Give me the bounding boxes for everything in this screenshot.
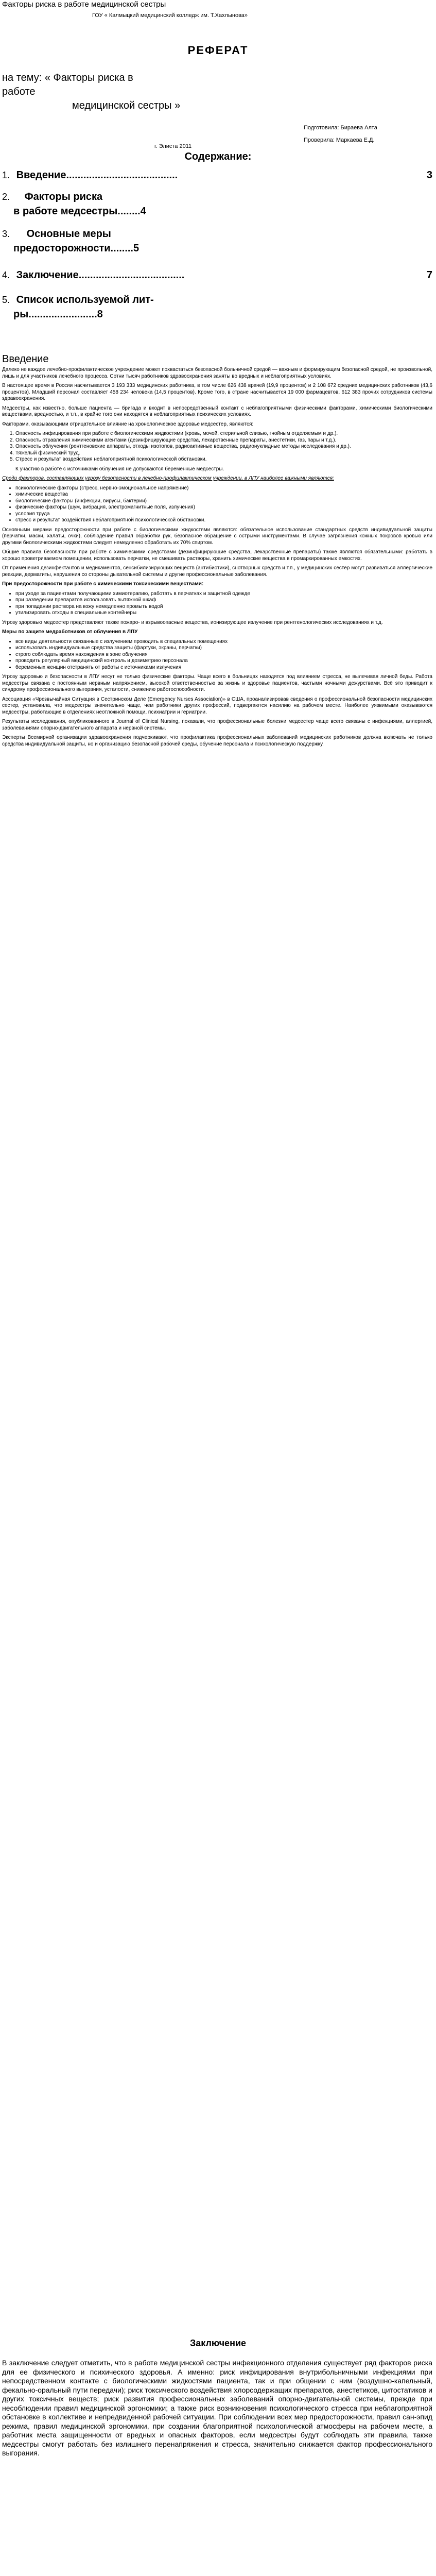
body-paragraph: Ассоциация «Чрезвычайная Ситуация в Сестринском Деле (Emergency Nurses Association)» в США, проанализировав сведения о профессиональной безопасности медицинских сестер, установила, что медсестры значительно чаще, чем работники других профессий, подвергаются насилию на рабочем месте. Наиболее уязвимыми оказываются медсестры, работающие в отделениях неотложной помощи, психиатрии и гериатрии. (2, 696, 432, 715)
intro-paragraph: К участию в работе с источниками облучения не допускаются беременные медсестры. (15, 466, 224, 472)
subheading: Меры по защите медработников от облучения в ЛПУ (2, 629, 138, 635)
list-item: • химические вещества (15, 492, 432, 498)
intro-heading: Введение (2, 353, 49, 365)
toc-number: 5. (2, 295, 10, 305)
list-item: 1. Опасность инфицирования при работе с биологическими жидкостями (кровь, мочой, стерильной слизью, гнойным отделяемым и др.). (15, 431, 432, 437)
theme-line-1: на тему: « Факторы риска в (2, 72, 133, 83)
signers-block (304, 122, 377, 146)
toc-title: Содержание: (184, 151, 252, 162)
list-item: 4. Тяжелый физический труд. (15, 450, 432, 457)
conclusion-heading: Заключение (189, 2338, 247, 2348)
toc-label: Список используемой лит- (16, 294, 154, 306)
toc-item-literature[interactable] (2, 293, 432, 321)
toc-number: 2. (2, 192, 10, 202)
toc-label: Введение....................................... (16, 170, 178, 181)
list-item: • стресс и результат воздействия неблагоприятной психологической обстановки. (15, 517, 432, 524)
list-item: • условия труда (15, 511, 432, 518)
toc-label: Основные меры (26, 228, 111, 240)
intro-paragraph: Далеко не каждое лечебно-профилактическое учреждение может похвастаться безопасной больничной средой — важным и формирующим безопасной средой, не произвольной, лишь и для участников лечебного процесса. Сотни тысяч работников здравоохранения заняты во вредных и неблагоприятных условиях. (2, 367, 432, 379)
list-item: 3. Опасность облучения (рентгеновские аппараты, отходы изотопов, радиоактивные вещества, радионуклидные методы исследования и др.). (15, 444, 432, 450)
toc-label-cont: предосторожности........5 (13, 243, 139, 254)
list-item: 2. Опасность отравления химическими агентами (дезинфицирующие средства, лекарственные препараты, анестетики, газ, пары и т.д.). (15, 437, 432, 444)
radiation-protection-list (2, 639, 432, 671)
body-paragraph: Результаты исследования, опубликованного в Journal of Clinical Nursing, показали, что профессиональные болезни медсестер чаще всего связаны с инфекциями, аллергией, заболеваниями опорно-двигательного аппарата и нервной системы. (2, 719, 432, 731)
intro-paragraph: В настоящее время в России насчитывается 3 193 333 медицинских работника, в том числе 626 438 врачей (19,9 процентов) и 2 108 672 средних медицинских работников (43,6 процентов). Младший персонал составляет 458 234 человека (14,5 процентов). Кроме того, в стране насчитывается 19 000 фармацевтов, 612 383 прочих сотрудников системы здравоохранения. (2, 383, 432, 401)
chemical-precaution-list (2, 591, 432, 617)
risk-factor-list (2, 431, 432, 463)
toc-page-number: 7 (426, 269, 432, 281)
referat-heading: РЕФЕРАТ (187, 44, 249, 57)
city-year: г. Элиста 2011 (154, 143, 192, 149)
list-item: • утилизировать отходы в специальные контейнеры (15, 610, 432, 617)
theme-line-3: медицинской сестры » (72, 100, 181, 111)
body-paragraph: Основными мерами предосторожности при работе с биологическими жидкостями являются: обязательное использование стандартных средств индивидуальной защиты (перчатки, маски, халаты, очки), соблюдение правил обработки рук, безопасное обращение с острыми инструментами. В случае загрязнения кожных покровов кровью или другими биологическими жидкостями следует немедленно обработать их 70% спиртом. (2, 527, 432, 546)
body-paragraph: Эксперты Всемирной организации здравоохранения подчеркивают, что профилактика профессиональных заболеваний медицинских работников должна включать не только средства индивидуальной защиты, но и организацию безопасной рабочей среды, обучение персонала и психологическую поддержку. (2, 735, 432, 747)
toc-item-intro[interactable] (2, 168, 432, 182)
intro-paragraph: Факторами, оказывающими отрицательное влияние на хронологическое здоровье медсестер, являются: (2, 421, 254, 427)
list-item: • психологические факторы (стресс, нервно-эмоциональное напряжение) (15, 485, 432, 492)
list-item: • физические факторы (шум, вибрация, электромагнитные поля, излучения) (15, 504, 432, 511)
list-item: 5. Стресс и результат воздействия неблагоприятной психологической обстановки. (15, 456, 432, 463)
list-item: • строго соблюдать время нахождения в зоне облучения (15, 652, 432, 658)
body-paragraph: Общие правила безопасности при работе с химическими средствами (дезинфицирующие средства, лекарственные препараты) также являются обязательными: работать в хорошо проветриваемом помещении, использовать перчатки, не смешивать растворы, хранить химические вещества в промаркированных емкостях. (2, 549, 432, 562)
list-item: • при попадании раствора на кожу немедленно промыть водой (15, 604, 432, 611)
document-title: Факторы риска в работе медицинской сестры (2, 0, 166, 9)
toc-number: 1. (2, 170, 10, 180)
toc-page-number: 3 (426, 170, 432, 181)
list-item: • при уходе за пациентами получающими химиотерапию, работать в перчатках и защитной одежде (15, 591, 432, 598)
body-paragraph: Угрозу здоровью медсестер представляют также пожаро- и взрывоопасные вещества, ионизирующее излучение при рентгенологических исследованиях и т.д. (2, 619, 383, 625)
toc-label: Факторы риска (24, 191, 103, 202)
list-item: • биологические факторы (инфекции, вирусы, бактерии) (15, 498, 432, 505)
intro-paragraph: Медсестры, как известно, больше пациента — бригада и входит в непосредственный контакт с неблагоприятными физическими факторами, химическими биологическими веществами, вредностью, и т.п., в крайне того они находятся в неблагоприятных психических условиях. (2, 405, 432, 417)
conclusion-body: В заключение следует отметить, что в работе медицинской сестры инфекционного отделения существует ряд факторов риска для ее физического и психического здоровья. А именно: риск инфицирования внутрибольничными инфекциями при непосредственном контакте с биологическими жидкостями пациента, так и при общении с ним (воздушно-капельный, фекально-оральный пути передачи); риск токсического воздействия хлорсодержащих препаратов, анестетиков, цитостатиков и других токсичных веществ; риск развития профессиональных заболеваний опорно-двигательной системы, прежде при несоблюдении правил медицинской эргономики; а также риск возникновения психологического стресса при неблагоприятной обстановке в коллективе и непредвиденной рабочей ситуации. При соблюдении всех мер предосторожности, правил сан-эпид режима, правил медицинской эргономики, при создании благоприятной психологической атмосферы на рабочем месте, а работник места защищенности от вредных и опасных факторов, если медсестры будут соблюдать эти правила, также медсестры смогут работать без излишнего перенапряжения и стресса, значительно снижается фактор профессионального выгорания. (2, 2359, 432, 2457)
institution-name: ГОУ « Калмыцкий медицинский колледж им. Т.Хахлынова» (92, 12, 248, 19)
subheading: Среди факторов, составляющих угрозу безопасности в лечебно-профилактическом учреждении, в ЛПУ наиболее важными являются: (2, 476, 334, 481)
list-item: • все виды деятельности связанные с излучением проводить в специальных помещениях (15, 639, 432, 646)
toc-label-cont: в работе медсестры........4 (13, 206, 146, 217)
theme-line-2: работе (2, 86, 36, 97)
toc-label: Заключение..................................... (16, 269, 185, 281)
toc-item-conclusion[interactable] (2, 268, 432, 282)
body-paragraph: Угрозу здоровью и безопасности в ЛПУ несут не только физические факторы. Чаще всего в больницах находятся под влиянием стресса, не вылечивая личной беды. Работа медсестры связана с постоянным нервным напряжением, высокой ответственностью за жизнь и здоровье пациентов, частыми ночными дежурствами. Всё это приводит к синдрому профессионального выгорания, усталости, снижению работоспособности. (2, 674, 432, 692)
subheading: При предосторожности при работе с химическими токсическими веществами: (2, 581, 204, 587)
list-item: • беременных женщин отстранять от работы с источниками излучения (15, 665, 432, 671)
threat-list (2, 485, 432, 524)
toc-item-precautions[interactable] (2, 227, 432, 256)
checked-by: Проверила: Маркаева Е.Д. (304, 137, 375, 143)
list-item: • при разведении препаратов использовать вытяжной шкаф (15, 597, 432, 604)
toc-label-cont: ры........................8 (13, 309, 103, 320)
body-paragraph: От применения дезинфектантов и медикаментов, сенсибилизирующих веществ (антибиотики), снотворных средств и т.п., у медицинских сестер могут развиваться аллергические реакции, дерматиты, нарушения со стороны дыхательной системы и другие профессиональные заболевания. (2, 565, 432, 578)
list-item: • использовать индивидуальные средства защиты (фартуки, экраны, перчатки) (15, 645, 432, 652)
intro-body (2, 367, 432, 751)
theme-block (2, 71, 218, 113)
prepared-by: Подготовила: Бираева Алта (304, 125, 377, 131)
toc-number: 4. (2, 270, 10, 280)
list-item: • проводить регулярный медицинский контроль и дозиметрию персонала (15, 658, 432, 665)
toc-number: 3. (2, 229, 10, 239)
toc-item-risk-factors[interactable] (2, 190, 432, 218)
